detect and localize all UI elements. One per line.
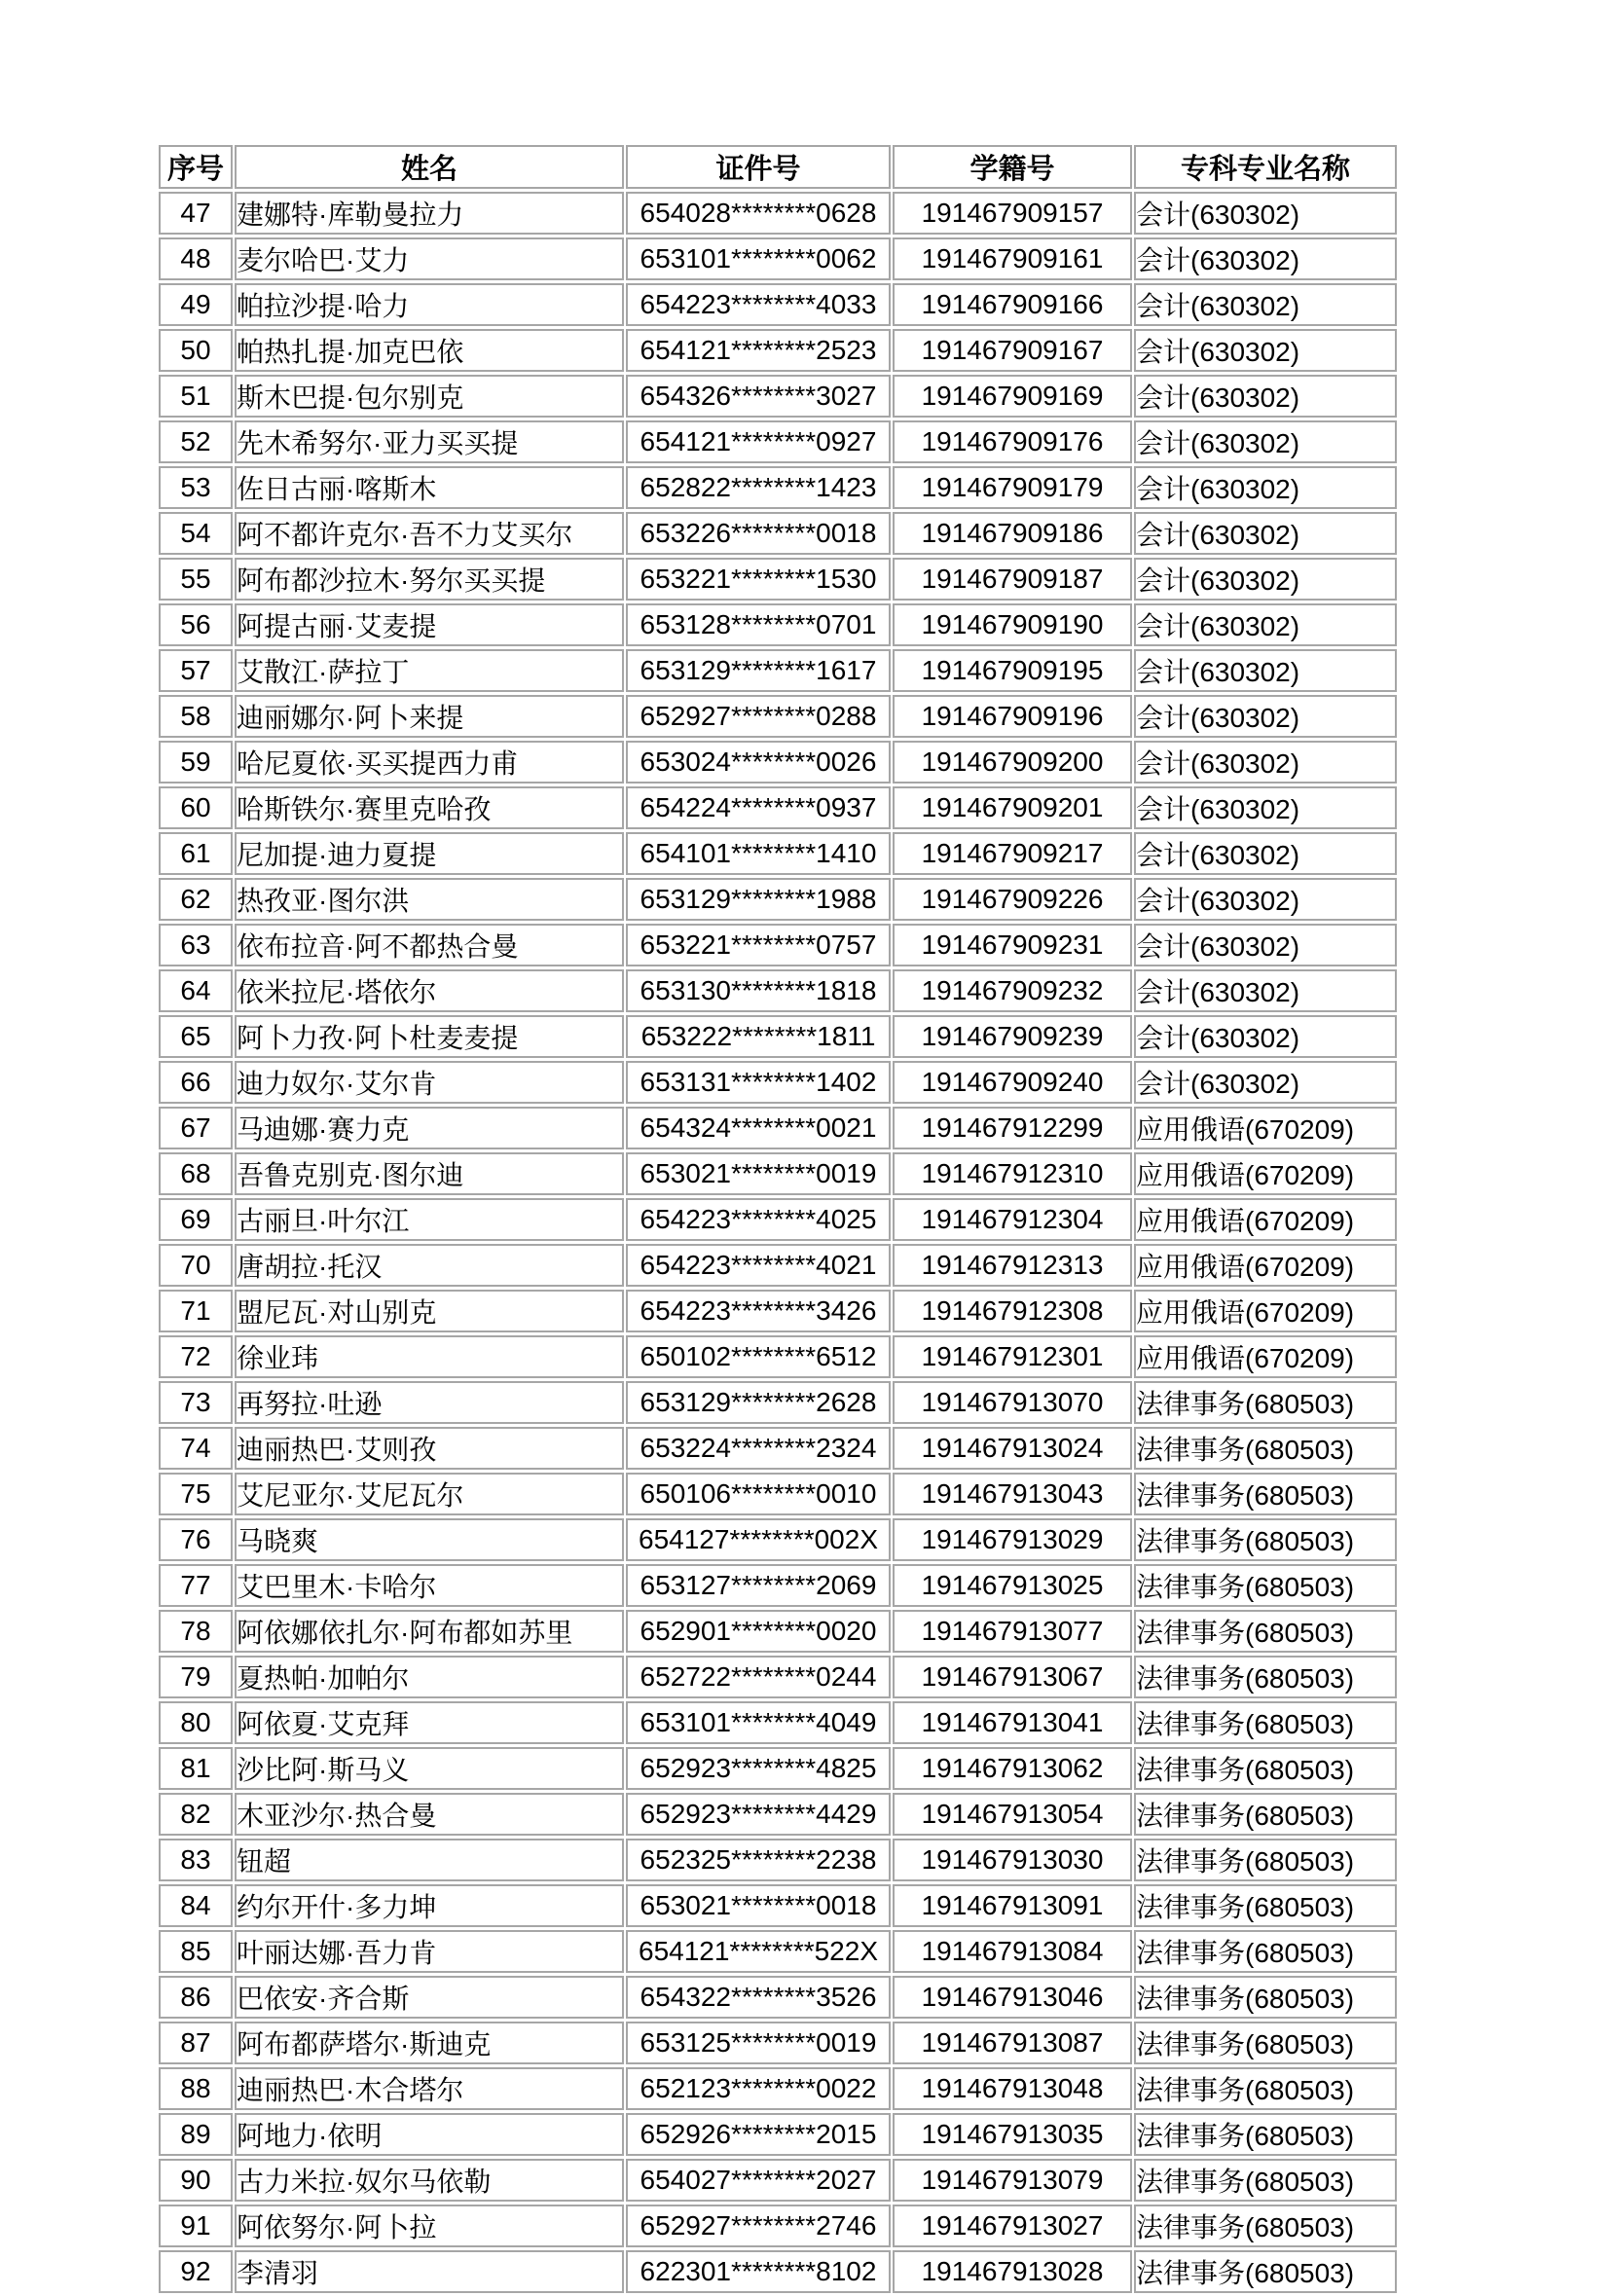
cell-id: 653129********1988: [626, 878, 891, 921]
cell-serial: 82: [159, 1793, 233, 1836]
cell-id: 653221********0757: [626, 924, 891, 966]
cell-major: 法律事务(680503): [1134, 1473, 1397, 1515]
cell-stuno: 191467913062: [893, 1747, 1132, 1790]
table-row: [159, 1793, 1397, 1836]
cell-id: 650102********6512: [626, 1335, 891, 1378]
table-row: [159, 1884, 1397, 1927]
cell-name: 艾散江·萨拉丁: [235, 649, 624, 692]
cell-id: 654224********0937: [626, 786, 891, 829]
cell-id: 653024********0026: [626, 741, 891, 784]
cell-serial: 78: [159, 1610, 233, 1653]
cell-name: 阿地力·依明: [235, 2113, 624, 2156]
cell-major: 会计(630302): [1134, 1015, 1397, 1058]
cell-major: 法律事务(680503): [1134, 1793, 1397, 1836]
table-row: [159, 2205, 1397, 2247]
cell-serial: 47: [159, 192, 233, 235]
cell-id: 652923********4429: [626, 1793, 891, 1836]
cell-major: 会计(630302): [1134, 878, 1397, 921]
cell-stuno: 191467909166: [893, 283, 1132, 326]
cell-major: 法律事务(680503): [1134, 1381, 1397, 1424]
table-row: [159, 924, 1397, 966]
cell-major: 应用俄语(670209): [1134, 1152, 1397, 1195]
cell-stuno: 191467913035: [893, 2113, 1132, 2156]
cell-id: 653125********0019: [626, 2022, 891, 2064]
cell-id: 654121********522X: [626, 1930, 891, 1973]
table-row: [159, 1930, 1397, 1973]
cell-major: 应用俄语(670209): [1134, 1198, 1397, 1241]
cell-serial: 67: [159, 1107, 233, 1149]
table-row: [159, 603, 1397, 646]
cell-stuno: 191467909169: [893, 375, 1132, 418]
cell-stuno: 191467913067: [893, 1656, 1132, 1698]
cell-serial: 65: [159, 1015, 233, 1058]
table-row: [159, 1427, 1397, 1470]
cell-stuno: 191467909226: [893, 878, 1132, 921]
cell-name: 帕拉沙提·哈力: [235, 283, 624, 326]
table-row: [159, 1564, 1397, 1607]
cell-major: 法律事务(680503): [1134, 2159, 1397, 2202]
cell-stuno: 191467909232: [893, 969, 1132, 1012]
cell-major: 法律事务(680503): [1134, 2113, 1397, 2156]
cell-serial: 84: [159, 1884, 233, 1927]
cell-serial: 89: [159, 2113, 233, 2156]
table-row: [159, 741, 1397, 784]
cell-stuno: 191467909196: [893, 695, 1132, 738]
cell-id: 654324********0021: [626, 1107, 891, 1149]
header-row: [159, 145, 1397, 189]
cell-major: 法律事务(680503): [1134, 1976, 1397, 2019]
table-row: [159, 1656, 1397, 1698]
table-row: [159, 832, 1397, 875]
cell-major: 法律事务(680503): [1134, 1930, 1397, 1973]
cell-stuno: 191467913025: [893, 1564, 1132, 1607]
cell-name: 盟尼瓦·对山别克: [235, 1290, 624, 1332]
table-row: [159, 512, 1397, 555]
cell-serial: 85: [159, 1930, 233, 1973]
table-row: [159, 2250, 1397, 2293]
cell-id: 653221********1530: [626, 558, 891, 601]
cell-id: 653131********1402: [626, 1061, 891, 1104]
table-row: [159, 969, 1397, 1012]
table-row: [159, 1335, 1397, 1378]
cell-name: 阿依夏·艾克拜: [235, 1701, 624, 1744]
cell-stuno: 191467909240: [893, 1061, 1132, 1104]
cell-stuno: 191467913041: [893, 1701, 1132, 1744]
cell-name: 木亚沙尔·热合曼: [235, 1793, 624, 1836]
cell-major: 会计(630302): [1134, 192, 1397, 235]
cell-serial: 54: [159, 512, 233, 555]
cell-name: 阿依努尔·阿卜拉: [235, 2205, 624, 2247]
table-row: [159, 649, 1397, 692]
table-row: [159, 2022, 1397, 2064]
cell-stuno: 191467909190: [893, 603, 1132, 646]
cell-id: 654326********3027: [626, 375, 891, 418]
cell-major: 会计(630302): [1134, 375, 1397, 418]
cell-name: 马晓爽: [235, 1518, 624, 1561]
cell-id: 652901********0020: [626, 1610, 891, 1653]
column-header-id: 证件号: [626, 145, 891, 189]
cell-name: 阿提古丽·艾麦提: [235, 603, 624, 646]
cell-stuno: 191467913070: [893, 1381, 1132, 1424]
cell-major: 法律事务(680503): [1134, 2067, 1397, 2110]
cell-name: 迪力奴尔·艾尔肯: [235, 1061, 624, 1104]
cell-id: 652325********2238: [626, 1839, 891, 1881]
table-row: [159, 1015, 1397, 1058]
cell-name: 建娜特·库勒曼拉力: [235, 192, 624, 235]
cell-name: 热孜亚·图尔洪: [235, 878, 624, 921]
table-row: [159, 329, 1397, 372]
cell-name: 哈斯铁尔·赛里克哈孜: [235, 786, 624, 829]
cell-serial: 73: [159, 1381, 233, 1424]
cell-serial: 52: [159, 420, 233, 463]
cell-stuno: 191467913030: [893, 1839, 1132, 1881]
cell-major: 会计(630302): [1134, 466, 1397, 509]
table-row: [159, 1290, 1397, 1332]
cell-major: 会计(630302): [1134, 741, 1397, 784]
cell-name: 帕热扎提·加克巴依: [235, 329, 624, 372]
cell-serial: 74: [159, 1427, 233, 1470]
cell-name: 古力米拉·奴尔马依勒: [235, 2159, 624, 2202]
cell-serial: 60: [159, 786, 233, 829]
cell-name: 叶丽达娜·吾力肯: [235, 1930, 624, 1973]
cell-serial: 56: [159, 603, 233, 646]
cell-major: 法律事务(680503): [1134, 1884, 1397, 1927]
cell-id: 654121********0927: [626, 420, 891, 463]
table-row: [159, 1473, 1397, 1515]
cell-id: 652722********0244: [626, 1656, 891, 1698]
cell-id: 653127********2069: [626, 1564, 891, 1607]
cell-stuno: 191467909161: [893, 237, 1132, 280]
table-row: [159, 1518, 1397, 1561]
cell-name: 古丽旦·叶尔江: [235, 1198, 624, 1241]
cell-major: 会计(630302): [1134, 786, 1397, 829]
cell-serial: 81: [159, 1747, 233, 1790]
cell-serial: 80: [159, 1701, 233, 1744]
table-row: [159, 878, 1397, 921]
table-row: [159, 1701, 1397, 1744]
cell-serial: 83: [159, 1839, 233, 1881]
cell-id: 652927********2746: [626, 2205, 891, 2247]
cell-major: 会计(630302): [1134, 512, 1397, 555]
cell-serial: 57: [159, 649, 233, 692]
cell-name: 斯木巴提·包尔别克: [235, 375, 624, 418]
cell-stuno: 191467909217: [893, 832, 1132, 875]
cell-stuno: 191467913043: [893, 1473, 1132, 1515]
cell-stuno: 191467909157: [893, 192, 1132, 235]
cell-stuno: 191467912310: [893, 1152, 1132, 1195]
column-header-stuno: 学籍号: [893, 145, 1132, 189]
cell-name: 哈尼夏依·买买提西力甫: [235, 741, 624, 784]
cell-stuno: 191467913091: [893, 1884, 1132, 1927]
column-header-serial: 序号: [159, 145, 233, 189]
cell-name: 阿布都沙拉木·努尔买买提: [235, 558, 624, 601]
cell-name: 迪丽娜尔·阿卜来提: [235, 695, 624, 738]
table-row: [159, 1061, 1397, 1104]
cell-id: 652923********4825: [626, 1747, 891, 1790]
cell-serial: 49: [159, 283, 233, 326]
cell-name: 沙比阿·斯马义: [235, 1747, 624, 1790]
cell-id: 652926********2015: [626, 2113, 891, 2156]
cell-stuno: 191467909186: [893, 512, 1132, 555]
cell-major: 法律事务(680503): [1134, 1747, 1397, 1790]
cell-id: 653101********4049: [626, 1701, 891, 1744]
cell-major: 会计(630302): [1134, 1061, 1397, 1104]
cell-id: 653224********2324: [626, 1427, 891, 1470]
cell-name: 迪丽热巴·艾则孜: [235, 1427, 624, 1470]
cell-serial: 58: [159, 695, 233, 738]
cell-major: 会计(630302): [1134, 649, 1397, 692]
cell-serial: 71: [159, 1290, 233, 1332]
cell-serial: 50: [159, 329, 233, 372]
cell-serial: 88: [159, 2067, 233, 2110]
cell-id: 653129********1617: [626, 649, 891, 692]
cell-id: 652927********0288: [626, 695, 891, 738]
cell-major: 会计(630302): [1134, 695, 1397, 738]
cell-stuno: 191467909167: [893, 329, 1132, 372]
table-row: [159, 1244, 1397, 1287]
cell-id: 654322********3526: [626, 1976, 891, 2019]
cell-serial: 70: [159, 1244, 233, 1287]
table-header: [159, 145, 1397, 189]
cell-id: 654101********1410: [626, 832, 891, 875]
cell-serial: 48: [159, 237, 233, 280]
cell-id: 654223********4025: [626, 1198, 891, 1241]
table-row: [159, 2113, 1397, 2156]
cell-serial: 87: [159, 2022, 233, 2064]
cell-id: 654028********0628: [626, 192, 891, 235]
cell-id: 650106********0010: [626, 1473, 891, 1515]
cell-major: 会计(630302): [1134, 603, 1397, 646]
table-row: [159, 1107, 1397, 1149]
cell-stuno: 191467909187: [893, 558, 1132, 601]
table-row: [159, 1381, 1397, 1424]
cell-stuno: 191467912313: [893, 1244, 1132, 1287]
cell-serial: 63: [159, 924, 233, 966]
cell-serial: 72: [159, 1335, 233, 1378]
cell-name: 阿卜力孜·阿卜杜麦麦提: [235, 1015, 624, 1058]
cell-stuno: 191467913054: [893, 1793, 1132, 1836]
table-row: [159, 237, 1397, 280]
cell-serial: 51: [159, 375, 233, 418]
cell-major: 会计(630302): [1134, 832, 1397, 875]
cell-major: 应用俄语(670209): [1134, 1244, 1397, 1287]
cell-name: 钮超: [235, 1839, 624, 1881]
cell-serial: 53: [159, 466, 233, 509]
cell-serial: 77: [159, 1564, 233, 1607]
cell-id: 622301********8102: [626, 2250, 891, 2293]
cell-stuno: 191467913029: [893, 1518, 1132, 1561]
table-row: [159, 375, 1397, 418]
cell-name: 依布拉音·阿不都热合曼: [235, 924, 624, 966]
cell-major: 法律事务(680503): [1134, 1839, 1397, 1881]
cell-major: 应用俄语(670209): [1134, 1335, 1397, 1378]
cell-serial: 91: [159, 2205, 233, 2247]
cell-serial: 76: [159, 1518, 233, 1561]
cell-serial: 90: [159, 2159, 233, 2202]
cell-major: 会计(630302): [1134, 924, 1397, 966]
cell-id: 653226********0018: [626, 512, 891, 555]
cell-name: 阿布都萨塔尔·斯迪克: [235, 2022, 624, 2064]
cell-major: 法律事务(680503): [1134, 1427, 1397, 1470]
cell-name: 吾鲁克别克·图尔迪: [235, 1152, 624, 1195]
column-header-name: 姓名: [235, 145, 624, 189]
cell-stuno: 191467913027: [893, 2205, 1132, 2247]
table-row: [159, 466, 1397, 509]
cell-stuno: 191467913048: [893, 2067, 1132, 2110]
cell-name: 唐胡拉·托汉: [235, 1244, 624, 1287]
table-row: [159, 1747, 1397, 1790]
cell-serial: 86: [159, 1976, 233, 2019]
cell-id: 653128********0701: [626, 603, 891, 646]
cell-major: 法律事务(680503): [1134, 2022, 1397, 2064]
cell-stuno: 191467913084: [893, 1930, 1132, 1973]
cell-serial: 64: [159, 969, 233, 1012]
cell-major: 会计(630302): [1134, 329, 1397, 372]
cell-name: 再努拉·吐逊: [235, 1381, 624, 1424]
cell-name: 马迪娜·赛力克: [235, 1107, 624, 1149]
cell-name: 先木希努尔·亚力买买提: [235, 420, 624, 463]
cell-id: 653021********0019: [626, 1152, 891, 1195]
table-row: [159, 283, 1397, 326]
cell-stuno: 191467909195: [893, 649, 1132, 692]
cell-name: 依米拉尼·塔依尔: [235, 969, 624, 1012]
cell-id: 652123********0022: [626, 2067, 891, 2110]
cell-stuno: 191467909200: [893, 741, 1132, 784]
table-body: [159, 192, 1397, 2293]
cell-serial: 75: [159, 1473, 233, 1515]
cell-stuno: 191467912308: [893, 1290, 1132, 1332]
table-row: [159, 420, 1397, 463]
cell-name: 尼加提·迪力夏提: [235, 832, 624, 875]
cell-name: 巴依安·齐合斯: [235, 1976, 624, 2019]
cell-name: 迪丽热巴·木合塔尔: [235, 2067, 624, 2110]
cell-name: 夏热帕·加帕尔: [235, 1656, 624, 1698]
column-header-major: 专科专业名称: [1134, 145, 1397, 189]
cell-id: 654223********4033: [626, 283, 891, 326]
cell-stuno: 191467909179: [893, 466, 1132, 509]
cell-stuno: 191467913028: [893, 2250, 1132, 2293]
cell-stuno: 191467912304: [893, 1198, 1132, 1241]
cell-major: 会计(630302): [1134, 558, 1397, 601]
cell-id: 653101********0062: [626, 237, 891, 280]
cell-serial: 66: [159, 1061, 233, 1104]
cell-major: 会计(630302): [1134, 420, 1397, 463]
cell-stuno: 191467912299: [893, 1107, 1132, 1149]
cell-major: 法律事务(680503): [1134, 2205, 1397, 2247]
cell-major: 法律事务(680503): [1134, 1518, 1397, 1561]
cell-serial: 62: [159, 878, 233, 921]
table-row: [159, 1198, 1397, 1241]
cell-serial: 61: [159, 832, 233, 875]
cell-id: 654121********2523: [626, 329, 891, 372]
cell-name: 麦尔哈巴·艾力: [235, 237, 624, 280]
cell-major: 会计(630302): [1134, 283, 1397, 326]
table-row: [159, 1839, 1397, 1881]
student-roster-table: [157, 142, 1399, 2296]
cell-major: 法律事务(680503): [1134, 1701, 1397, 1744]
cell-stuno: 191467909176: [893, 420, 1132, 463]
cell-id: 653021********0018: [626, 1884, 891, 1927]
cell-stuno: 191467909201: [893, 786, 1132, 829]
cell-major: 法律事务(680503): [1134, 1610, 1397, 1653]
cell-name: 艾巴里木·卡哈尔: [235, 1564, 624, 1607]
cell-major: 法律事务(680503): [1134, 1564, 1397, 1607]
cell-serial: 55: [159, 558, 233, 601]
cell-serial: 68: [159, 1152, 233, 1195]
cell-name: 阿依娜依扎尔·阿布都如苏里: [235, 1610, 624, 1653]
cell-name: 李清羽: [235, 2250, 624, 2293]
cell-id: 654027********2027: [626, 2159, 891, 2202]
cell-stuno: 191467909231: [893, 924, 1132, 966]
table-row: [159, 192, 1397, 235]
cell-major: 应用俄语(670209): [1134, 1107, 1397, 1149]
cell-name: 佐日古丽·喀斯木: [235, 466, 624, 509]
cell-id: 653130********1818: [626, 969, 891, 1012]
cell-major: 应用俄语(670209): [1134, 1290, 1397, 1332]
table-row: [159, 1152, 1397, 1195]
cell-id: 654127********002X: [626, 1518, 891, 1561]
cell-name: 约尔开什·多力坤: [235, 1884, 624, 1927]
cell-major: 法律事务(680503): [1134, 2250, 1397, 2293]
cell-serial: 69: [159, 1198, 233, 1241]
cell-name: 阿不都许克尔·吾不力艾买尔: [235, 512, 624, 555]
cell-major: 法律事务(680503): [1134, 1656, 1397, 1698]
cell-stuno: 191467913024: [893, 1427, 1132, 1470]
cell-serial: 79: [159, 1656, 233, 1698]
cell-stuno: 191467913079: [893, 2159, 1132, 2202]
cell-name: 艾尼亚尔·艾尼瓦尔: [235, 1473, 624, 1515]
cell-serial: 92: [159, 2250, 233, 2293]
table-row: [159, 786, 1397, 829]
cell-id: 653129********2628: [626, 1381, 891, 1424]
cell-stuno: 191467913046: [893, 1976, 1132, 2019]
cell-stuno: 191467912301: [893, 1335, 1132, 1378]
cell-major: 会计(630302): [1134, 237, 1397, 280]
cell-id: 652822********1423: [626, 466, 891, 509]
cell-serial: 59: [159, 741, 233, 784]
cell-id: 654223********3426: [626, 1290, 891, 1332]
table-row: [159, 695, 1397, 738]
cell-stuno: 191467913087: [893, 2022, 1132, 2064]
table-row: [159, 1976, 1397, 2019]
cell-name: 徐业玮: [235, 1335, 624, 1378]
cell-major: 会计(630302): [1134, 969, 1397, 1012]
table-row: [159, 2159, 1397, 2202]
cell-stuno: 191467909239: [893, 1015, 1132, 1058]
table-row: [159, 558, 1397, 601]
cell-id: 653222********1811: [626, 1015, 891, 1058]
cell-stuno: 191467913077: [893, 1610, 1132, 1653]
table-row: [159, 2067, 1397, 2110]
table-row: [159, 1610, 1397, 1653]
cell-id: 654223********4021: [626, 1244, 891, 1287]
